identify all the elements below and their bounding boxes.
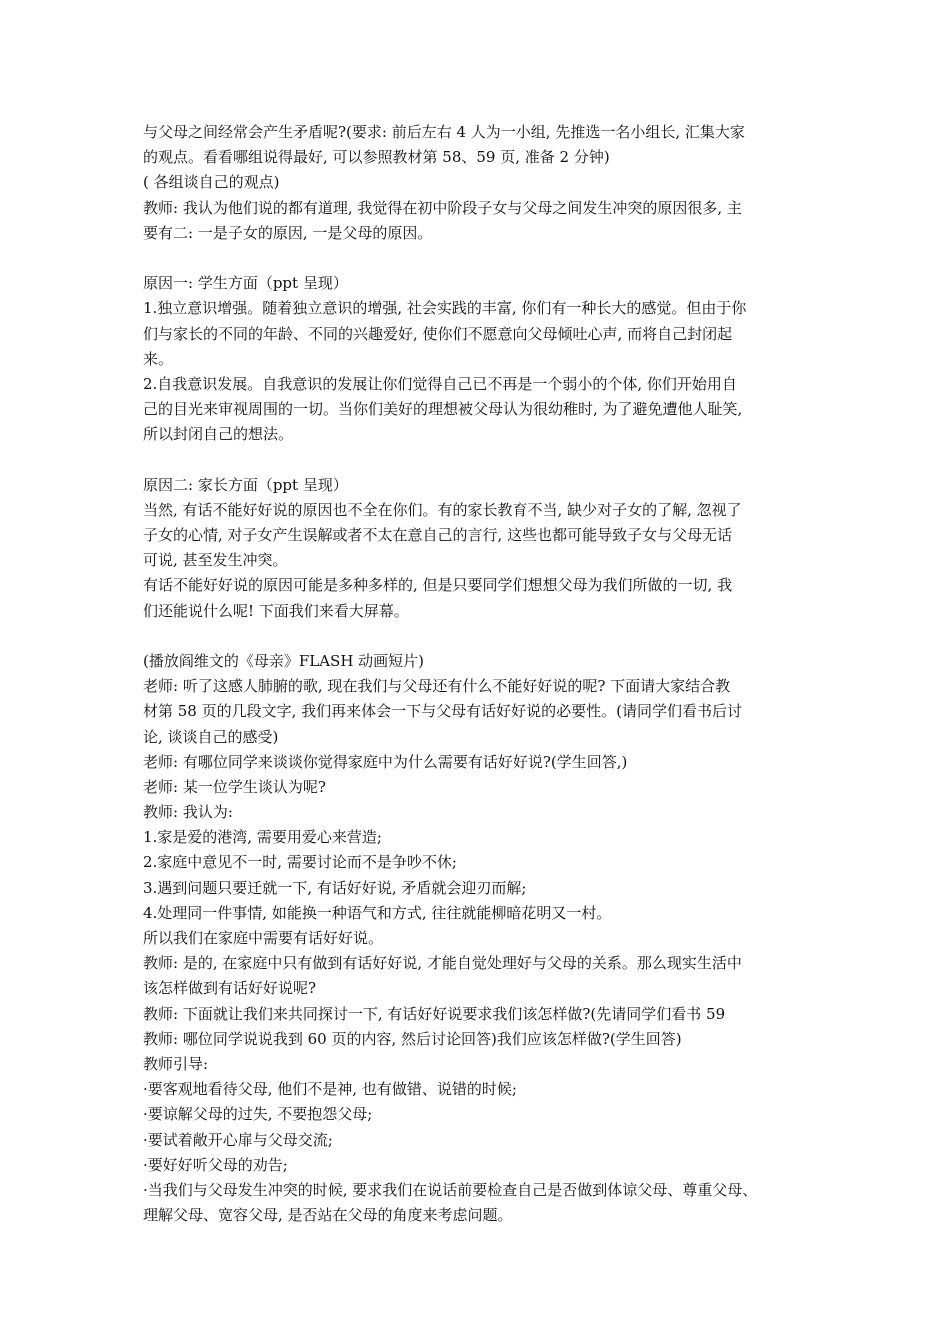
text-line: 原因一: 学生方面（ppt 呈现） bbox=[143, 274, 348, 293]
text-line: 4.处理同一件事情, 如能换一种语气和方式, 往往就能柳暗花明又一村。 bbox=[143, 903, 612, 922]
text-line: ·要客观地看待父母, 他们不是神, 也有做错、说错的时候; bbox=[143, 1080, 517, 1099]
text-line: 教师: 我认为: bbox=[143, 803, 233, 822]
text-line: 老师: 有哪位同学来谈谈你觉得家庭中为什么需要有话好好说?(学生回答,) bbox=[143, 752, 628, 771]
text-line: 当然, 有话不能好好说的原因也不全在你们。有的家长教育不当, 缺少对子女的了解, 忽视了 bbox=[143, 500, 742, 519]
text-line: 所以封闭自己的想法。 bbox=[143, 425, 294, 444]
text-line: 原因二: 家长方面（ppt 呈现） bbox=[143, 475, 348, 494]
text-line: 与父母之间经常会产生矛盾呢?(要求: 前后左右 4 人为一小组, 先推选一名小组长, 汇集大家 bbox=[143, 123, 745, 141]
text-line: 教师: 我认为他们说的都有道理, 我觉得在初中阶段子女与父母之间发生冲突的原因很多, 主 bbox=[143, 198, 742, 217]
text-line: 来。 bbox=[143, 349, 174, 368]
text-line: 2.家庭中意见不一时, 需要讨论而不是争吵不休; bbox=[143, 853, 457, 872]
document-page bbox=[143, 120, 823, 1228]
text-line: 理解父母、宽容父母, 是否站在父母的角度来考虑问题。 bbox=[143, 1206, 513, 1225]
text-line: 们与家长的不同的年龄、不同的兴趣爱好, 使你们不愿意向父母倾吐心声, 而将自己封闭起 bbox=[143, 324, 733, 343]
text-line: 所以我们在家庭中需要有话好好说。 bbox=[143, 929, 384, 947]
text-line: 教师: 哪位同学说说我到 60 页的内容, 然后讨论回答)我们应该怎样做?(学生回答) bbox=[143, 1029, 682, 1048]
text-line: 老师: 某一位学生谈认为呢? bbox=[143, 777, 326, 796]
text-line: 3.遇到问题只要迁就一下, 有话好好说, 矛盾就会迎刃而解; bbox=[143, 878, 527, 897]
blank-line bbox=[143, 447, 823, 472]
text-line: 1.家是爱的港湾, 需要用爱心来营造; bbox=[143, 828, 382, 847]
text-line: (播放阎维文的《母亲》FLASH 动画短片) bbox=[143, 651, 425, 670]
blank-line bbox=[143, 246, 823, 271]
text-line: 老师: 听了这感人肺腑的歌, 现在我们与父母还有什么不能好好说的呢? 下面请大家结合教 bbox=[143, 677, 731, 696]
text-line: 可说, 甚至发生冲突。 bbox=[143, 551, 288, 570]
text-line: ·要好好听父母的劝告; bbox=[143, 1155, 288, 1174]
text-line: 子女的心情, 对子女产生误解或者不太在意自己的言行, 这些也都可能导致子女与父母无话 bbox=[143, 526, 733, 544]
text-line: 的观点。看看哪组说得最好, 可以参照教材第 58、59 页, 准备 2 分钟) bbox=[143, 148, 610, 167]
text-line: 教师引导: bbox=[143, 1054, 209, 1073]
blank-line bbox=[143, 624, 823, 649]
text-line: ( 各组谈自己的观点) bbox=[143, 173, 280, 192]
text-line: ·要谅解父母的过失, 不要抱怨父母; bbox=[143, 1105, 373, 1124]
text-line: 们还能说什么呢! 下面我们来看大屏幕。 bbox=[143, 601, 409, 620]
text-line: ·要试着敞开心扉与父母交流; bbox=[143, 1130, 333, 1149]
text-line: 论, 谈谈自己的感受) bbox=[143, 727, 279, 746]
text-line: 教师: 下面就让我们来共同探讨一下, 有话好好说要求我们该怎样做?(先请同学们看书 59 bbox=[143, 1004, 726, 1023]
text-line: 1.独立意识增强。随着独立意识的增强, 社会实践的丰富, 你们有一种长大的感觉。但由于你 bbox=[143, 299, 747, 318]
text-line: 2.自我意识发展。自我意识的发展让你们觉得自己已不再是一个弱小的个体, 你们开始用自 bbox=[143, 374, 737, 393]
text-line: ·当我们与父母发生冲突的时候, 要求我们在说话前要检查自己是否做到体谅父母、尊重父母、 bbox=[143, 1180, 758, 1199]
text-line: 有话不能好好说的原因可能是多种多样的, 但是只要同学们想想父母为我们所做的一切, 我 bbox=[143, 576, 733, 595]
text-line: 教师: 是的, 在家庭中只有做到有话好好说, 才能自觉处理好与父母的关系。那么现实生活中 bbox=[143, 954, 742, 973]
text-line: 要有二: 一是子女的原因, 一是父母的原因。 bbox=[143, 223, 433, 242]
text-line: 材第 58 页的几段文字, 我们再来体会一下与父母有话好好说的必要性。(请同学们看书后讨 bbox=[143, 702, 743, 721]
text-line: 该怎样做到有话好好说呢? bbox=[143, 979, 317, 998]
text-line: 己的目光来审视周围的一切。当你们美好的理想被父母认为很幼稚时, 为了避免遭他人耻笑, bbox=[143, 400, 743, 419]
